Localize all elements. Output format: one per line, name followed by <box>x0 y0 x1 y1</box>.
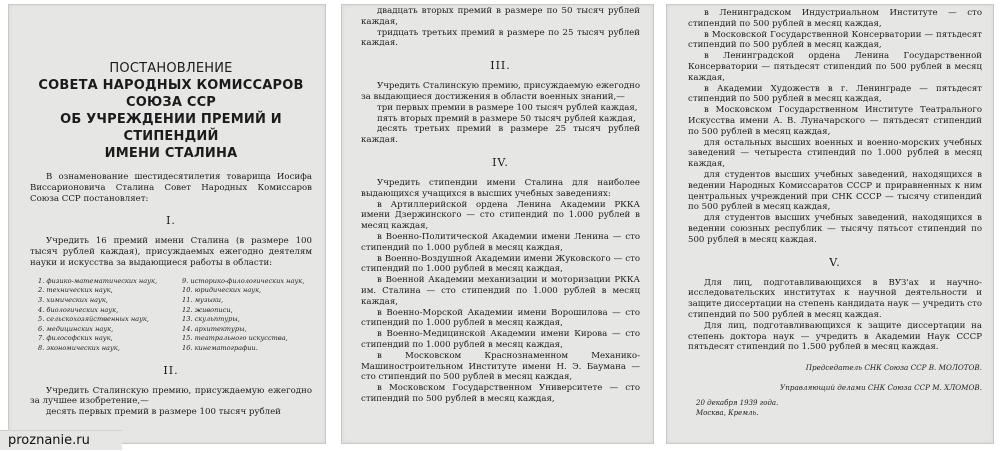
list-item: 7. философских наук, <box>38 334 113 343</box>
list-item: в Московском Государственном Университете — сто стипендий по 500 рублей в месяц каждая, <box>361 383 640 404</box>
list-item: 16. кинематографии. <box>182 343 258 352</box>
section-line: десять третьих премий в размере 25 тысяч рублей каждая. <box>361 124 640 146</box>
section-line: тридцать третьих премий в размере по 25 тысяч рублей каждая. <box>361 27 640 49</box>
list-item: 5. сельскохозяйственных наук, <box>38 315 149 324</box>
section-paragraph: Для лиц, подготавливающихся в ВУЗ'ах и научно-исследовательских институтах к научной деятельности и защите диссертации на степень кандидата наук — учредить сто стипендий по 500 рублей в месяц каждая. <box>688 277 982 320</box>
list-item: для остальных высших военных и военно-морских учебных заведений — четыреста стипендий по 1.000 рублей в месяц каждая, <box>688 137 982 170</box>
decree-title <box>30 60 312 162</box>
list-item: 4. биологических наук, <box>38 305 119 314</box>
document-page-2 <box>341 4 654 444</box>
signature-manager: Управляющий делами СНК Союза ССР М. ХЛОМОВ. <box>780 383 982 393</box>
signature-chairman: Председатель СНК Союза ССР В. МОЛОТОВ. <box>805 363 982 373</box>
title-line: ОБ УЧРЕЖДЕНИИ ПРЕМИЙ И СТИПЕНДИЙ <box>60 112 282 144</box>
section-numeral: V. <box>829 255 841 269</box>
section-paragraph: Учредить Сталинскую премию, присуждаемую ежегодно за лучшее изобретение,— <box>30 385 312 407</box>
section-numeral: III. <box>490 59 511 73</box>
list-item: в Московской Государственной Консерватории — пятьдесят стипендий по 500 рублей в месяц каждая, <box>688 29 982 51</box>
sciences-column-left <box>38 277 168 354</box>
section-paragraph: Учредить стипендии имени Сталина для наиболее выдающихся учащихся в высших учебных заведениях: <box>361 177 640 199</box>
list-item: для студентов высших учебных заведений, находящихся в ведении Народных Комиссаратов СССР и приравненных к ним центральных учреждений при СНК СССР — тысячу стипендий по 500 рублей в месяц каждая, <box>688 169 982 213</box>
decree-place: Москва, Кремль. <box>696 408 759 417</box>
title-line: СОЮЗА ССР <box>125 95 217 110</box>
list-item: в Ленинградской ордена Ленина Государственной Консерватории — пятьдесят стипендий по 500 рублей в месяц каждая, <box>688 51 982 83</box>
section-line: двадцать вторых премий в размере по 50 тысяч рублей каждая, <box>361 6 640 27</box>
section-paragraph: Учредить Сталинскую премию, присуждаемую ежегодно за выдающиеся достижения в области военных знаний,— <box>361 81 640 102</box>
section-numeral: IV. <box>492 155 509 169</box>
document-page-1 <box>8 4 326 444</box>
decree-date: 20 декабря 1939 года. <box>696 399 779 408</box>
section-line: три первых премии в размере 100 тысяч рублей каждая, <box>377 102 638 113</box>
section-line: десять первых премий в размере 100 тысяч рублей <box>46 407 281 418</box>
list-item: для студентов высших учебных заведений, находящихся в ведении союзных республик — тысячу пятьсот стипендий по 500 рублей в месяц каждая. <box>688 213 982 245</box>
section-line: пять вторых премий в размере 50 тысяч рублей каждая, <box>377 113 636 124</box>
sciences-column-right <box>182 277 312 354</box>
list-item: в Московском Краснознаменном Механико-Машиностроительном Институте имени Н. Э. Баумана — сто стипендий по 500 рублей в месяц каждая, <box>361 350 640 383</box>
list-item: в Московском Государственном Институте Театрального Искусства имени А. В. Луначарского — пятьдесят стипендий по 500 рублей в месяц каждая, <box>688 105 982 137</box>
list-item: 1. физико-математических наук, <box>38 276 158 285</box>
intro-paragraph: В ознаменование шестидесятилетия товарища Иосифа Виссарионовича Сталина Совет Народных Комиссаров Союза ССР постановляет: <box>30 172 312 204</box>
list-item: в Артиллерийской ордена Ленина Академии РККА имени Дзержинского — сто стипендий по 1.000 рублей в месяц каждая, <box>361 199 640 232</box>
list-item: в Военно-Воздушной Академии имени Жуковского — сто стипендий по 1.000 рублей в месяц каждая, <box>361 253 640 275</box>
list-item: 12. живописи, <box>182 305 233 314</box>
list-item: 13. скульптуры, <box>182 315 240 324</box>
list-item: в Военной Академии механизации и моторизации РККА им. Сталина — сто стипендий по 1.000 рублей в месяц каждая, <box>361 275 640 307</box>
list-item: 10. юридических наук, <box>182 286 262 295</box>
sciences-list <box>38 277 312 354</box>
title-line: ПОСТАНОВЛЕНИЕ <box>109 61 233 76</box>
list-item: 14. архитектуры, <box>182 324 247 333</box>
list-item: в Академии Художеств в г. Ленинграде — пятьдесят стипендий по 500 рублей в месяц каждая, <box>688 83 982 105</box>
list-item: 15. театрального искусства, <box>182 334 288 343</box>
list-item: 6. медицинских наук, <box>38 324 114 333</box>
list-item: 3. химических наук, <box>38 295 108 304</box>
section-paragraph: Для лиц, подготавливающихся к защите диссертации на степень доктора наук — учредить в Академии Наук СССР пятьдесят стипендий по 1.500 рублей в месяц каждая. <box>688 320 982 353</box>
section-numeral: II. <box>163 363 179 377</box>
section-numeral: I. <box>166 214 176 228</box>
section-paragraph: Учредить 16 премий имени Сталина (в размере 100 тысяч рублей каждая), присуждаемых ежегодно деятелям науки и искусства за выдающиеся работы в области: <box>30 236 312 268</box>
document-page-3 <box>666 4 994 444</box>
list-item: 9. историко-филологических наук, <box>182 276 305 285</box>
list-item: 8. экономических наук, <box>38 343 120 352</box>
site-watermark: proznanie.ru <box>0 430 122 450</box>
title-line: СОВЕТА НАРОДНЫХ КОМИССАРОВ <box>38 78 304 93</box>
title-line: ИМЕНИ СТАЛИНА <box>104 146 238 161</box>
list-item: в Военно-Политической Академии имени Ленина — сто стипендий по 1.000 рублей в месяц каждая, <box>361 231 640 253</box>
list-item: в Военно-Медицинской Академии имени Кирова — сто стипендий по 1.000 рублей в месяц каждая, <box>361 329 640 350</box>
list-item: в Ленинградском Индустриальном Институте — сто стипендий по 500 рублей в месяц каждая, <box>688 8 982 29</box>
list-item: 2. технических наук, <box>38 286 113 295</box>
list-item: в Военно-Морской Академии имени Ворошилова — сто стипендий по 1.000 рублей в месяц каждая, <box>361 307 640 329</box>
list-item: 11. музыки, <box>182 295 224 304</box>
